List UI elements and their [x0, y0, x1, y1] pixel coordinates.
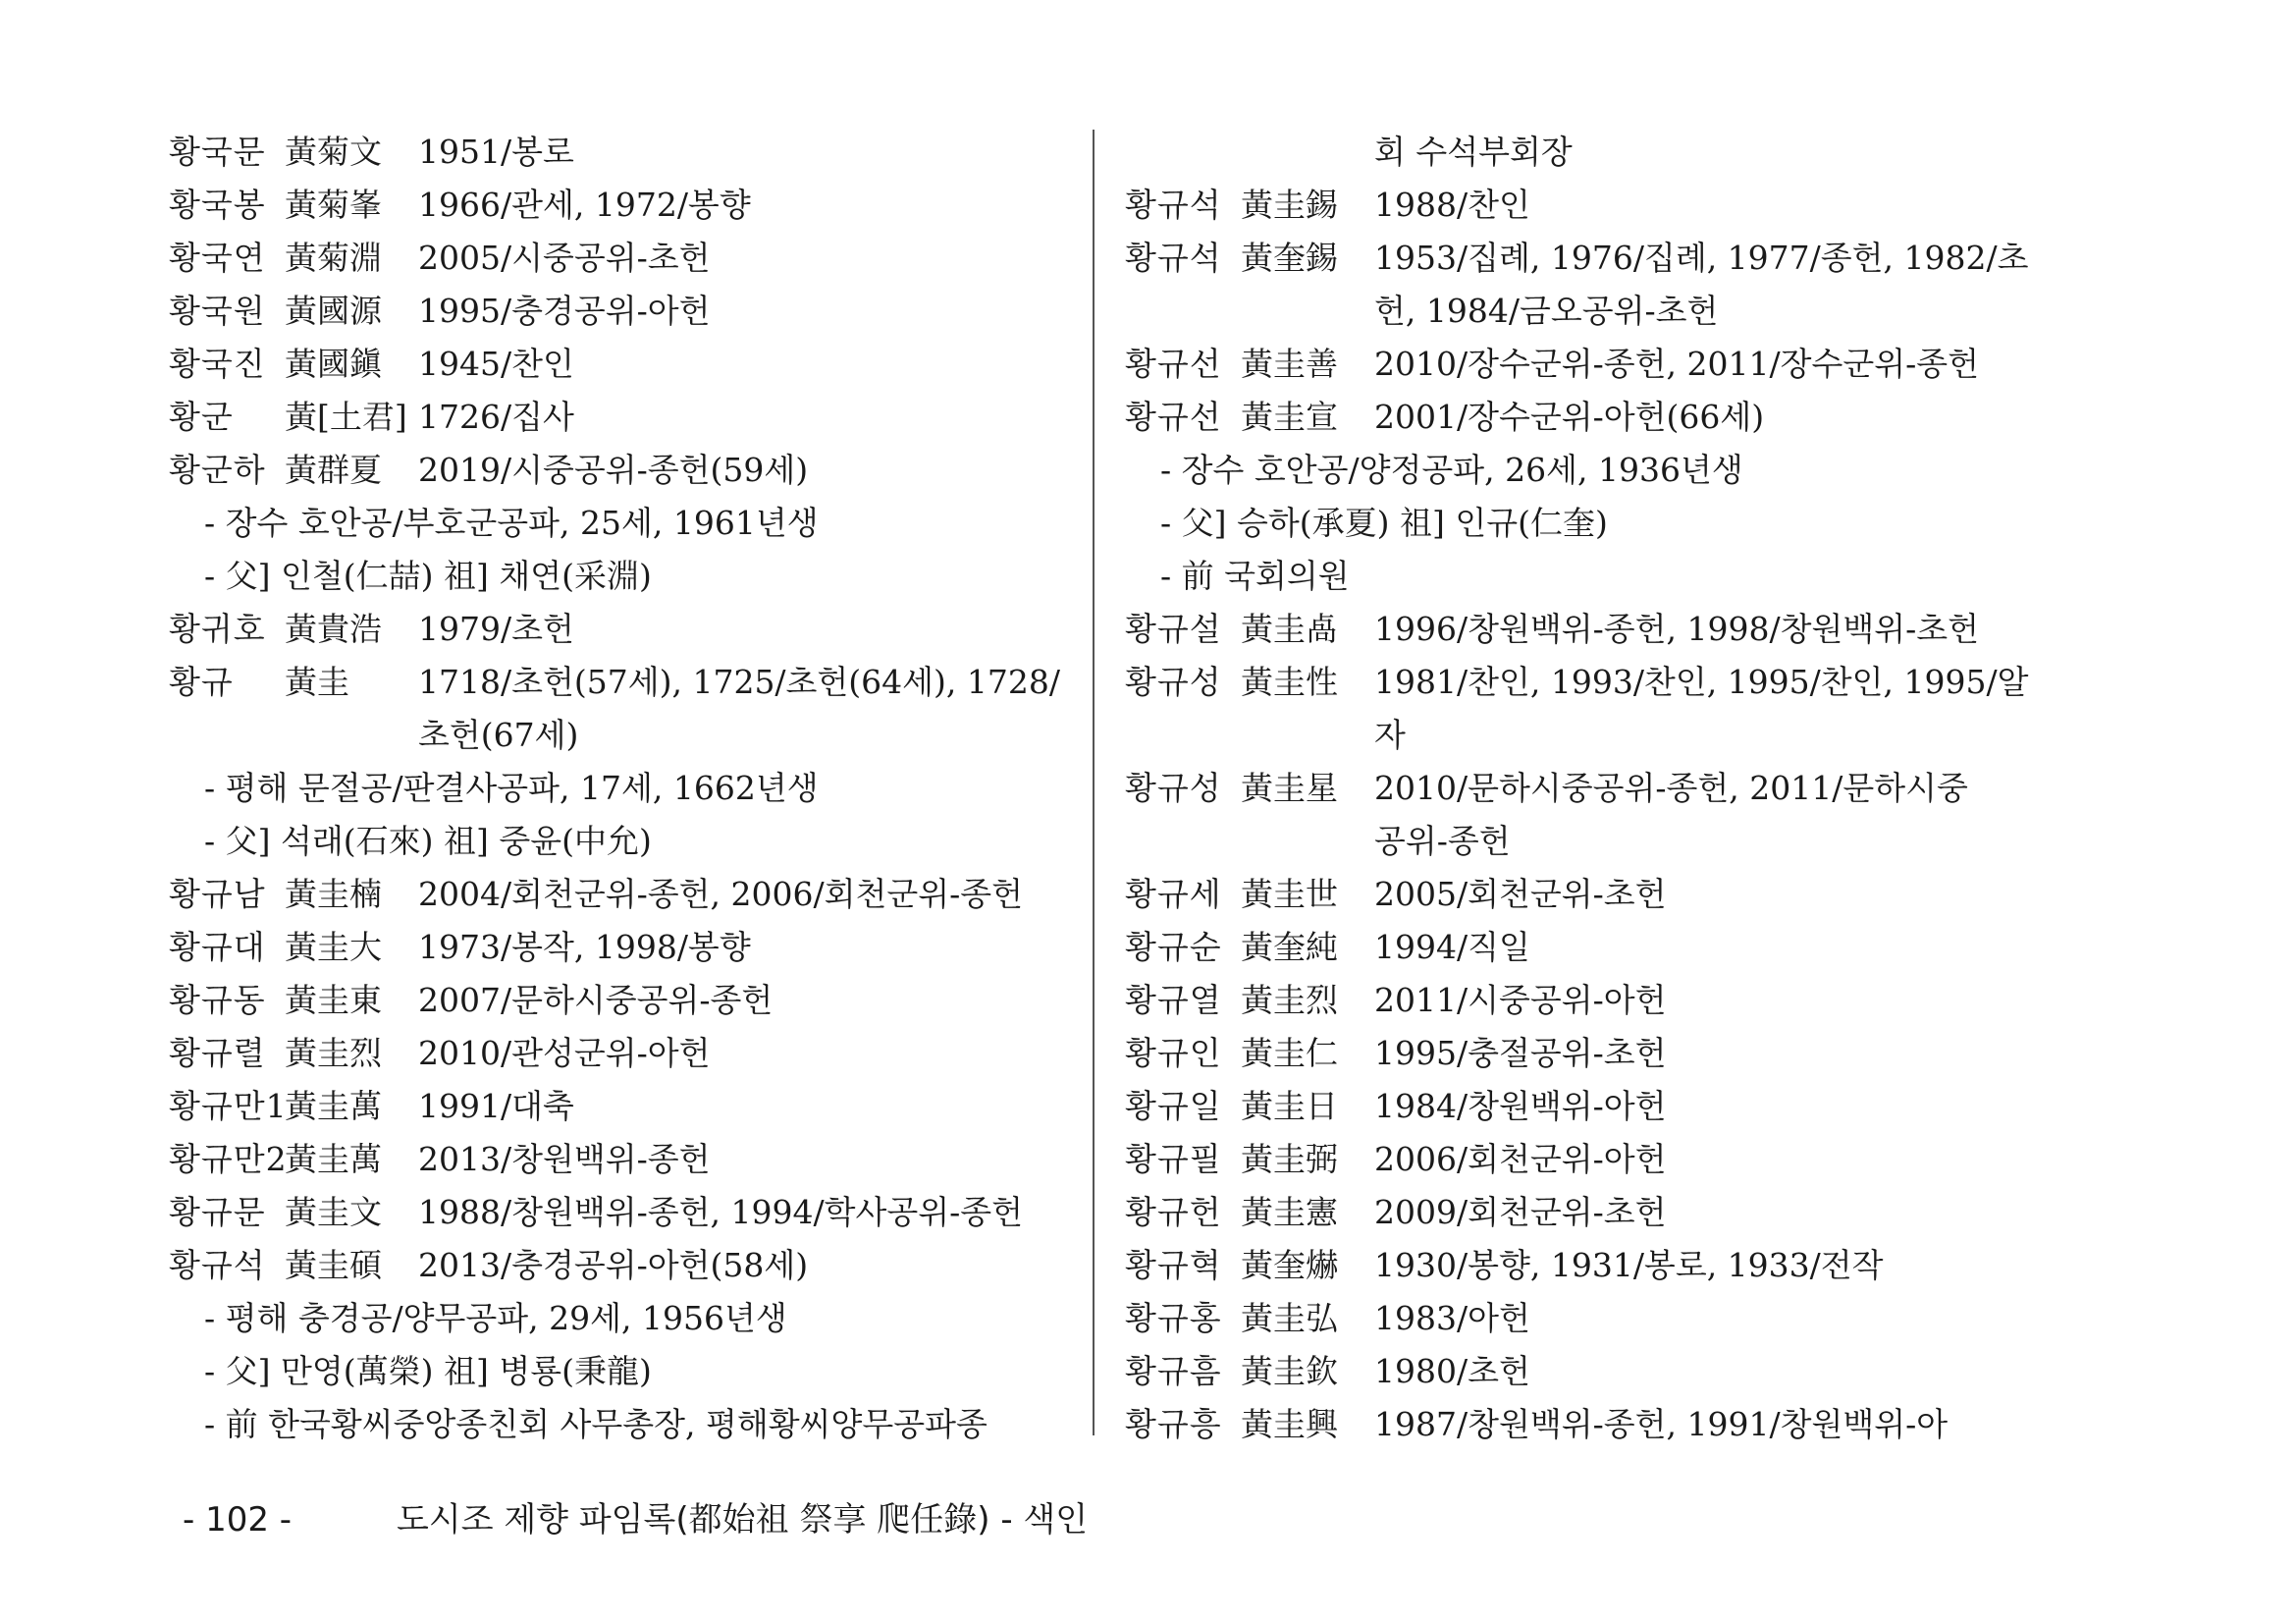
entry-detail: 1945/찬인	[418, 345, 574, 383]
entry-name: 황규석	[169, 1246, 266, 1284]
entry-hanja: 黃貴浩	[285, 610, 382, 648]
index-entry	[169, 391, 1072, 444]
entry-detail: 2001/장수군위-아헌(66세)	[1374, 398, 1765, 436]
entry-hanja: 黃圭	[285, 663, 349, 701]
entry-detail-continued: 초헌(67세)	[418, 716, 579, 754]
index-entry	[1125, 1398, 2038, 1451]
entry-detail: 2010/문하시중공위-종헌, 2011/문하시중	[1374, 769, 1968, 807]
entry-hanja: 黃奎錫	[1241, 239, 1338, 277]
entry-hanja: 黃菊峯	[285, 186, 382, 224]
entry-detail: 1951/봉로	[418, 133, 574, 171]
entry-note	[169, 762, 1072, 815]
entry-detail: 2005/시중공위-초헌	[418, 239, 711, 277]
entry-hanja: 黃圭仁	[1241, 1034, 1338, 1072]
entry-note-text: - 父] 만영(萬榮) 祖] 병룡(秉龍)	[204, 1352, 652, 1390]
entry-name: 황귀호	[169, 610, 266, 648]
entry-hanja: 黃圭烈	[1241, 981, 1338, 1019]
entry-note	[169, 1292, 1072, 1345]
page-footer	[183, 1492, 1088, 1540]
entry-hanja: 黃國鎭	[285, 345, 382, 383]
entry-hanja: 黃圭卨	[1241, 610, 1338, 648]
entry-hanja: 黃圭日	[1241, 1087, 1338, 1125]
index-entry	[1125, 1133, 2038, 1186]
entry-hanja: 黃奎純	[1241, 928, 1338, 966]
index-entry	[169, 444, 1072, 497]
entry-detail: 2007/문하시중공위-종헌	[418, 981, 774, 1019]
entry-name: 황규세	[1125, 875, 1222, 913]
index-entry	[1125, 921, 2038, 974]
entry-name: 황규설	[1125, 610, 1222, 648]
entry-name: 황규동	[169, 981, 266, 1019]
entry-name: 황규성	[1125, 769, 1222, 807]
entry-detail: 1983/아헌	[1374, 1299, 1530, 1337]
entry-name: 황규홍	[1125, 1299, 1222, 1337]
index-entry	[169, 1239, 1072, 1292]
entry-name: 황규일	[1125, 1087, 1222, 1125]
entry-detail: 2019/시중공위-종헌(59세)	[418, 451, 809, 489]
entry-detail: 1987/창원백위-종헌, 1991/창원백위-아	[1374, 1405, 1949, 1443]
entry-note	[169, 1345, 1072, 1398]
entry-hanja: 黃圭興	[1241, 1405, 1338, 1443]
entry-note-text: - 父] 인철(仁喆) 祖] 채연(采淵)	[204, 557, 652, 595]
entry-name: 황규흥	[1125, 1405, 1222, 1443]
entry-name: 황규인	[1125, 1034, 1222, 1072]
index-entry	[1125, 1080, 2038, 1133]
entry-hanja: 黃圭弘	[1241, 1299, 1338, 1337]
index-entry	[169, 338, 1072, 391]
entry-note	[1125, 550, 2038, 603]
entry-detail: 1988/창원백위-종헌, 1994/학사공위-종헌	[418, 1193, 1024, 1231]
entry-name: 황규만1	[169, 1087, 288, 1125]
entry-detail: 1995/충절공위-초헌	[1374, 1034, 1667, 1072]
entry-note	[169, 815, 1072, 868]
entry-name: 황규렬	[169, 1034, 266, 1072]
index-entry	[1125, 1239, 2038, 1292]
entry-detail: 2010/관성군위-아헌	[418, 1034, 711, 1072]
page-number: - 102 -	[183, 1500, 293, 1540]
entry-name: 황규흠	[1125, 1352, 1222, 1390]
index-entry	[1125, 656, 2038, 709]
entry-note	[1125, 497, 2038, 550]
entry-hanja: 黃菊文	[285, 133, 382, 171]
entry-hanja: 黃群夏	[285, 451, 382, 489]
entry-detail: 2006/회천군위-아헌	[1374, 1140, 1667, 1178]
entry-note-text: - 장수 호안공/양정공파, 26세, 1936년생	[1160, 451, 1743, 489]
entry-detail: 2011/시중공위-아헌	[1374, 981, 1667, 1019]
index-entry	[169, 1080, 1072, 1133]
entry-hanja: 黃圭欽	[1241, 1352, 1338, 1390]
entry-name: 황군	[169, 398, 234, 436]
index-entry	[169, 603, 1072, 656]
entry-hanja: 黃圭烈	[285, 1034, 382, 1072]
entry-name: 황규대	[169, 928, 266, 966]
entry-hanja: 黃圭善	[1241, 345, 1338, 383]
index-entry	[1125, 603, 2038, 656]
entry-detail: 2004/회천군위-종헌, 2006/회천군위-종헌	[418, 875, 1024, 913]
entry-note-text: - 장수 호안공/부호군공파, 25세, 1961년생	[204, 504, 819, 542]
entry-detail: 1718/초헌(57세), 1725/초헌(64세), 1728/	[418, 663, 1061, 701]
entry-name: 황규선	[1125, 398, 1222, 436]
entry-note	[169, 497, 1072, 550]
entry-detail: 1980/초헌	[1374, 1352, 1530, 1390]
entry-name: 황규	[169, 663, 234, 701]
entry-detail-continued: 헌, 1984/금오공위-초헌	[1374, 292, 1719, 330]
index-entry	[1125, 391, 2038, 444]
entry-detail: 2005/회천군위-초헌	[1374, 875, 1667, 913]
entry-hanja: 黃圭世	[1241, 875, 1338, 913]
column-divider	[1093, 130, 1095, 1435]
entry-name: 황규열	[1125, 981, 1222, 1019]
index-entry	[1125, 1027, 2038, 1080]
index-entry	[169, 974, 1072, 1027]
entry-detail: 1726/집사	[418, 398, 574, 436]
entry-detail: 1991/대축	[418, 1087, 574, 1125]
entry-note-text: - 평해 문절공/판결사공파, 17세, 1662년생	[204, 769, 819, 807]
entry-continuation	[1125, 285, 2038, 338]
entry-hanja: 黃圭文	[285, 1193, 382, 1231]
entry-name: 황국봉	[169, 186, 266, 224]
entry-detail: 1984/창원백위-아헌	[1374, 1087, 1667, 1125]
entry-note-text: - 父] 승하(承夏) 祖] 인규(仁奎)	[1160, 504, 1608, 542]
entry-hanja: 黃菊淵	[285, 239, 382, 277]
entry-continuation	[1125, 815, 2038, 868]
entry-name: 황국연	[169, 239, 266, 277]
index-entry	[169, 1186, 1072, 1239]
entry-name: 황규문	[169, 1193, 266, 1231]
entry-note	[1125, 444, 2038, 497]
entry-detail: 2009/회천군위-초헌	[1374, 1193, 1667, 1231]
entry-detail: 1995/충경공위-아헌	[418, 292, 711, 330]
left-index-column	[169, 126, 1072, 1451]
entry-detail: 1979/초헌	[418, 610, 574, 648]
entry-detail: 1988/찬인	[1374, 186, 1530, 224]
entry-detail: 1966/관세, 1972/봉향	[418, 186, 751, 224]
index-entry	[169, 656, 1072, 709]
entry-hanja: 黃[土君]	[285, 398, 407, 436]
entry-note-text: - 평해 충경공/양무공파, 29세, 1956년생	[204, 1299, 787, 1337]
entry-name: 황규성	[1125, 663, 1222, 701]
entry-hanja: 黃圭碩	[285, 1246, 382, 1284]
entry-hanja: 黃圭東	[285, 981, 382, 1019]
entry-detail: 1981/찬인, 1993/찬인, 1995/찬인, 1995/알	[1374, 663, 2029, 701]
entry-note-text: - 前 국회의원	[1160, 557, 1350, 595]
entry-note	[169, 1398, 1072, 1451]
entry-detail-continued: 회 수석부회장	[1374, 133, 1573, 171]
index-entry	[169, 868, 1072, 921]
entry-detail: 1994/직일	[1374, 928, 1530, 966]
index-entry	[169, 232, 1072, 285]
index-entry	[169, 1133, 1072, 1186]
entry-name: 황규헌	[1125, 1193, 1222, 1231]
entry-detail: 2013/충경공위-아헌(58세)	[418, 1246, 809, 1284]
entry-name: 황국문	[169, 133, 266, 171]
index-entry	[169, 921, 1072, 974]
index-entry	[1125, 762, 2038, 815]
entry-note	[169, 550, 1072, 603]
entry-hanja: 黃奎爀	[1241, 1246, 1338, 1284]
index-entry	[1125, 338, 2038, 391]
entry-hanja: 黃圭大	[285, 928, 382, 966]
entry-name: 황국원	[169, 292, 266, 330]
entry-note-text: - 前 한국황씨중앙종친회 사무총장, 평해황씨양무공파종	[204, 1405, 988, 1443]
index-entry	[1125, 232, 2038, 285]
entry-detail: 2013/창원백위-종헌	[418, 1140, 711, 1178]
entry-hanja: 黃圭星	[1241, 769, 1338, 807]
entry-name: 황규선	[1125, 345, 1222, 383]
entry-name: 황군하	[169, 451, 266, 489]
entry-name: 황국진	[169, 345, 266, 383]
index-entry	[169, 179, 1072, 232]
index-entry	[1125, 1345, 2038, 1398]
entry-name: 황규석	[1125, 239, 1222, 277]
entry-detail: 2010/장수군위-종헌, 2011/장수군위-종헌	[1374, 345, 1980, 383]
entry-detail: 1973/봉작, 1998/봉향	[418, 928, 751, 966]
index-entry	[1125, 179, 2038, 232]
entry-detail: 1930/봉향, 1931/봉로, 1933/전작	[1374, 1246, 1884, 1284]
entry-hanja: 黃圭宣	[1241, 398, 1338, 436]
entry-name: 황규남	[169, 875, 266, 913]
entry-note-text: - 父] 석래(石來) 祖] 중윤(中允)	[204, 822, 652, 860]
entry-hanja: 黃圭憲	[1241, 1193, 1338, 1231]
entry-hanja: 黃圭弼	[1241, 1140, 1338, 1178]
entry-hanja: 黃圭性	[1241, 663, 1338, 701]
index-entry	[169, 1027, 1072, 1080]
entry-hanja: 黃圭錫	[1241, 186, 1338, 224]
entry-name: 황규필	[1125, 1140, 1222, 1178]
entry-continuation	[1125, 126, 2038, 179]
entry-hanja: 黃圭楠	[285, 875, 382, 913]
index-entry	[1125, 868, 2038, 921]
entry-detail-continued: 자	[1374, 716, 1406, 754]
entry-continuation	[169, 709, 1072, 762]
right-index-column	[1125, 126, 2038, 1451]
entry-name: 황규만2	[169, 1140, 288, 1178]
entry-continuation	[1125, 709, 2038, 762]
entry-hanja: 黃國源	[285, 292, 382, 330]
entry-name: 황규순	[1125, 928, 1222, 966]
entry-name: 황규석	[1125, 186, 1222, 224]
entry-detail: 1953/집례, 1976/집례, 1977/종헌, 1982/초	[1374, 239, 2029, 277]
entry-detail-continued: 공위-종헌	[1374, 822, 1511, 860]
entry-hanja: 黃圭萬	[285, 1140, 382, 1178]
entry-name: 황규혁	[1125, 1246, 1222, 1284]
book-title: 도시조 제향 파임록(都始祖 祭享 爬任錄) - 색인	[397, 1500, 1089, 1540]
index-entry	[169, 126, 1072, 179]
entry-hanja: 黃圭萬	[285, 1087, 382, 1125]
entry-detail: 1996/창원백위-종헌, 1998/창원백위-초헌	[1374, 610, 1980, 648]
index-entry	[1125, 974, 2038, 1027]
index-entry	[1125, 1292, 2038, 1345]
index-entry	[169, 285, 1072, 338]
index-entry	[1125, 1186, 2038, 1239]
